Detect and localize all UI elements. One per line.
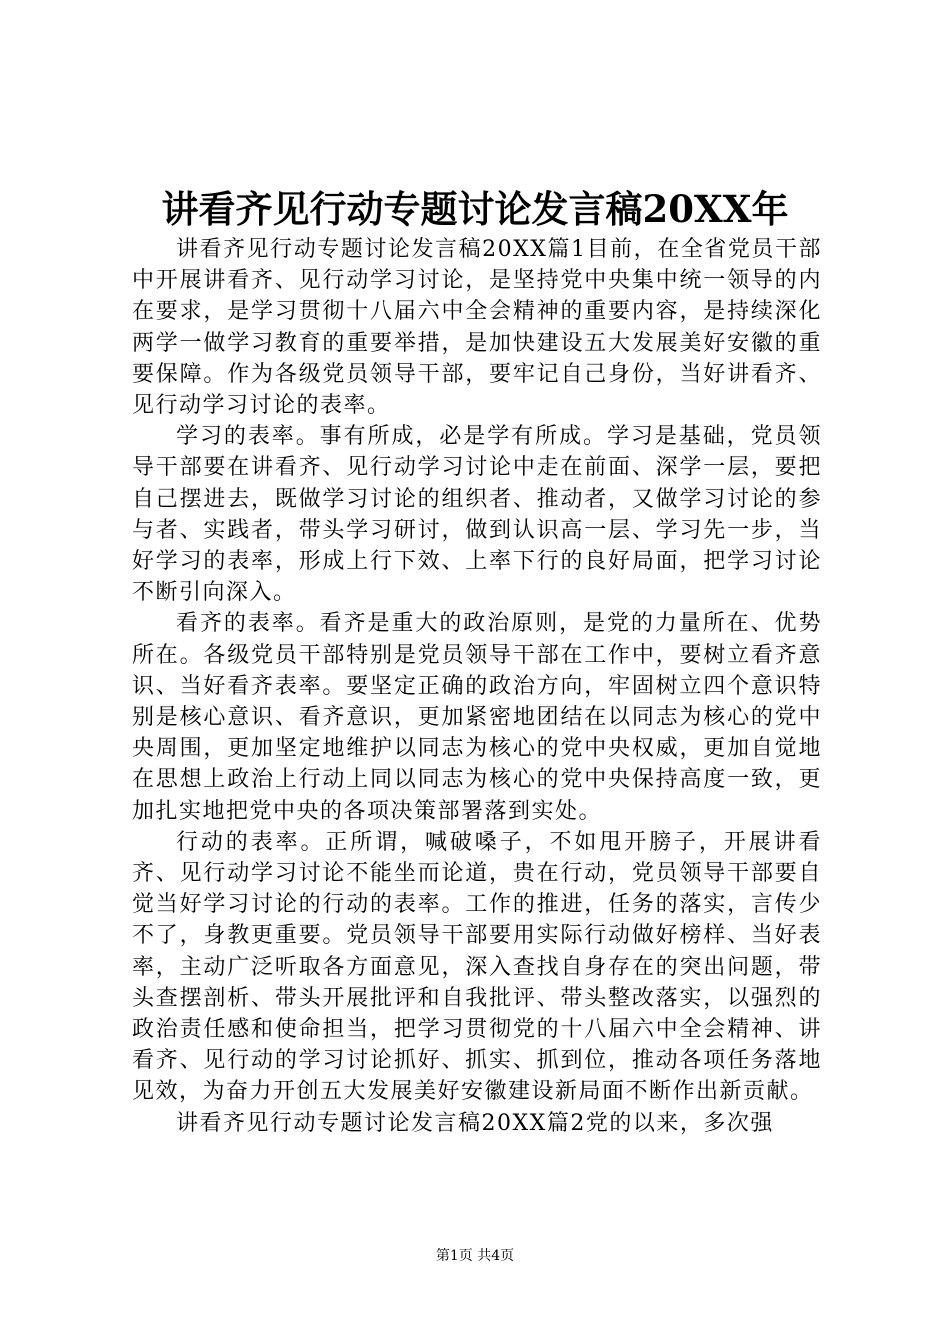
paragraph: 看齐的表率。看齐是重大的政治原则，是党的力量所在、优势所在。各级党员干部特别是党员领导干部在工作中，要树立看齐意识、当好看齐表率。要坚定正确的政治方向，牢固树立四个意识特别是核心意识、看齐意识，更加紧密地团结在以同志为核心的党中央周围，更加坚定地维护以同志为核心的党中央权威，更加自觉地在思想上政治上行动上同以同志为核心的党中央保持高度一致，更加扎实地把党中央的各项决策部署落到实处。	[132, 611, 822, 824]
page-number-footer: 第1页 共4页	[435, 1248, 515, 1264]
document-title: 讲看齐见行动专题讨论发言稿20XX年	[161, 187, 789, 231]
paragraph: 讲看齐见行动专题讨论发言稿20XX篇2党的以来，多次强	[176, 1110, 774, 1136]
paragraph: 讲看齐见行动专题讨论发言稿20XX篇1目前，在全省党员干部中开展讲看齐、见行动学习讨论，是坚持党中央集中统一领导的内在要求，是学习贯彻十八届六中全会精神的重要内容，是持续深化两学一做学习教育的重要举措，是加快建设五大发展美好安徽的重要保障。作为各级党员领导干部，要牢记自己身份，当好讲看齐、见行动学习讨论的表率。	[132, 237, 822, 419]
document-body	[132, 234, 822, 1139]
paragraph: 学习的表率。事有所成，必是学有所成。学习是基础，党员领导干部要在讲看齐、见行动学习讨论中走在前面、深学一层，要把自己摆进去，既做学习讨论的组织者、推动者，又做学习讨论的参与者、实践者，带头学习研讨，做到认识高一层、学习先一步，当好学习的表率，形成上行下效、上率下行的良好局面，把学习讨论不断引向深入。	[132, 424, 822, 606]
paragraph: 行动的表率。正所谓，喊破嗓子，不如甩开膀子，开展讲看齐、见行动学习讨论不能坐而论道，贵在行动，党员领导干部要自觉当好学习讨论的行动的表率。工作的推进，任务的落实，言传少不了，身教更重要。党员领导干部要用实际行动做好榜样、当好表率，主动广泛听取各方面意见，深入查找自身存在的突出问题，带头查摆剖析、带头开展批评和自我批评、带头整改落实，以强烈的政治责任感和使命担当，把学习贯彻党的十八届六中全会精神、讲看齐、见行动的学习讨论抓好、抓实、抓到位，推动各项任务落地见效，为奋力开创五大发展美好安徽建设新局面不断作出新贡献。	[132, 829, 822, 1105]
